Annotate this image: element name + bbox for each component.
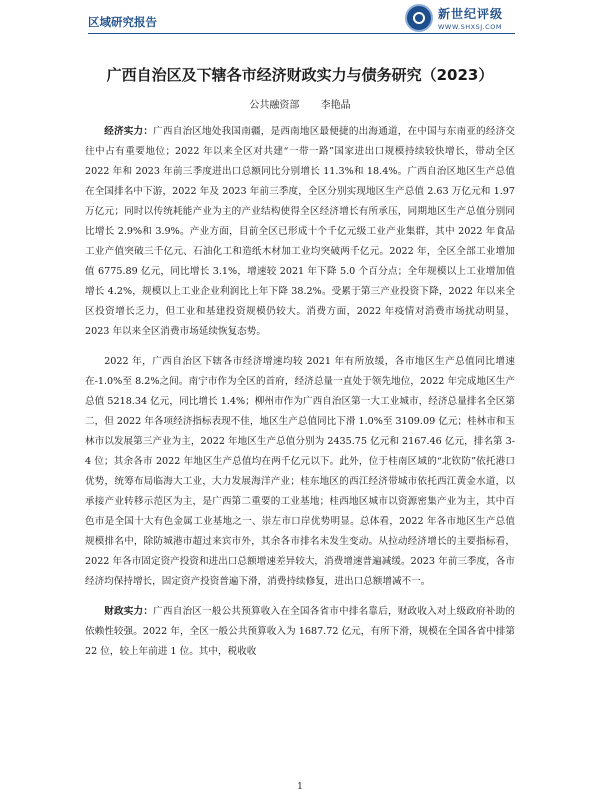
paragraph-city-economy	[85, 352, 515, 592]
author-department: 公共融资部	[249, 100, 300, 111]
page-number: 1	[297, 782, 303, 792]
logo-emblem-icon	[405, 4, 433, 32]
document-title: 广西自治区及下辖各市经济财政实力与债务研究（2023）	[106, 66, 494, 84]
author-line	[60, 96, 540, 111]
paragraph-text: 广西自治区地处我国南疆，是西南地区最便捷的出海通道，在中国与东南亚的经济交往中占有重要地位；2022 年以来全区对共建“一带一路”国家进出口规模持续较快增长，带动全区 2022 年和 2023 年前三季度进出口总额同比分别增长 11.3%和 18.4%。广西自治区地区生产总值在全国排名中下游，2022 年及 2023 年前三季度，全区分别实现地区生产总值 2.63 万亿元和 1.97 万亿元；同时以传统耗能产业为主的产业结构使得全区经济增长有所承压，同期地区生产总值分别同比增长 2.9%和 3.9%。产业方面，目前全区已形成十个千亿元级工业产业集群，其中 2022 年食品工业产值突破三千亿元、石油化工和造纸木材加工业均突破两千亿元。2022 年，全区全部工业增加值 6775.89 亿元，同比增长 3.1%，增速较 2021 年下降 5.0 个百分点；全年规模以上工业增加值增长 4.2%，规模以上工业企业利润比上年下降 38.2%。受累于第三产业投资下降，2022 年以来全区投资增长乏力，但工业和基建投资规模仍较大。消费方面，2022 年疫情对消费市场扰动明显，2023 年以来全区消费市场延续恢复态势。	[85, 126, 516, 337]
logo-url: WWW.SHXSJ.COM	[438, 23, 502, 31]
header-divider	[88, 33, 515, 34]
paragraph-lead: 经济实力：	[104, 126, 154, 137]
paragraph-text: 2022 年，广西自治区下辖各市经济增速均较 2021 年有所放缓，各市地区生产总值同比增速在-1.0%至 8.2%之间。南宁市作为全区的首府，经济总量一直处于领先地位，2022 年完成地区生产总值 5218.34 亿元，同比增长 1.4%；柳州市作为广西自治区第一大工业城市，经济总量排名全区第二，但 2022 年各项经济指标表现不佳，地区生产总值同比下滑 1.0%至 3109.09 亿元；桂林市和玉林市以发展第三产业为主，2022 年地区生产总值分别为 2435.75 亿元和 2167.46 亿元，排名第 3-4 位；其余各市 2022 年地区生产总值均在两千亿元以下。此外，位于桂南区域的“北钦防”依托港口优势，统筹布局临海大工业，大力发展海洋产业；桂东地区的西江经济带城市依托西江黄金水道，以承接产业转移示范区为主，是广西第二重要的工业基地；桂西地区城市以资源密集产业为主，其中百色市是全国十大有色金属工业基地之一、崇左市口岸优势明显。总体看，2022 年各市地区生产总值规模排名中，除防城港市超过来宾市外，其余各市排名未发生变动。从拉动经济增长的主要指标看，2022 年各市固定资产投资和进出口总额增速差异较大，消费增速普遍减缓。2023 年前三季度，各市经济均保持增长，固定资产投资普遍下滑，消费持续修复，进出口总额增减不一。	[85, 356, 515, 587]
paragraph-lead: 财政实力：	[104, 606, 154, 617]
author-name: 李艳晶	[320, 100, 351, 111]
paragraph-economic-strength	[85, 122, 515, 342]
report-body	[85, 122, 515, 672]
page-header	[0, 0, 600, 44]
paragraph-fiscal-strength	[85, 602, 515, 662]
paragraph-text: 广西自治区一般公共预算收入在全国各省市中排名靠后，财政收入对上级政府补助的依赖性较强。2022 年，全区一般公共预算收入为 1687.72 亿元，有所下滑，规模在全国各省中排第 22 位，较上年前进 1 位。其中，税收收	[85, 606, 516, 657]
section-label: 区域研究报告	[88, 15, 157, 29]
logo-name: 新世纪评级	[438, 7, 504, 21]
